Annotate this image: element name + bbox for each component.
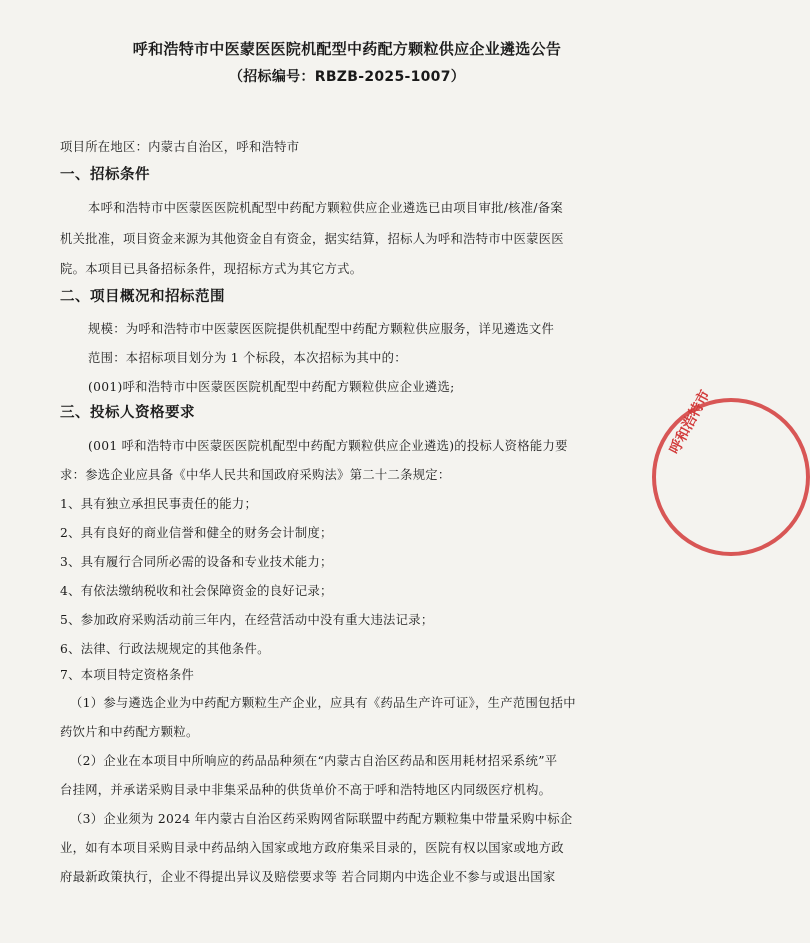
special-requirement: 业，如有本项目采购目录中药品纳入国家或地方政府集采目录的，医院有权以国家或地方政 [60,841,564,855]
section-2-line: 范围：本招标项目划分为 1 个标段，本次招标为其中的： [88,351,407,365]
special-requirement: （1）参与遴选企业为中药配方颗粒生产企业，应具有《药品生产许可证》，生产范围包括中 [70,696,576,710]
special-requirement: 台挂网，并承诺采购目录中非集采品种的供货单价不高于呼和浩特地区内同级医疗机构。 [60,783,552,797]
section-1-line: 机关批准，项目资金来源为其他资金自有资金，据实结算，招标人为呼和浩特市中医蒙医医 [60,232,564,246]
qualification-item: 6、法律、行政法规规定的其他条件。 [60,642,270,656]
section-2-line: 规模：为呼和浩特市中医蒙医医院提供机配型中药配方颗粒供应服务，详见遴选文件 [88,322,555,336]
section-2-line: (001)呼和浩特市中医蒙医医院机配型中药配方颗粒供应企业遴选; [88,380,455,394]
official-seal [652,398,810,556]
qualification-item: 1、具有独立承担民事责任的能力； [60,497,258,511]
seal-text: 呼和浩特市 [666,387,714,457]
special-requirement: 府最新政策执行，企业不得提出异议及赔偿要求等 若合同期内中选企业不参与或退出国家 [60,870,556,884]
qualification-item: 3、具有履行合同所必需的设备和专业技术能力； [60,555,333,569]
section-3-intro: (001 呼和浩特市中医蒙医医院机配型中药配方颗粒供应企业遴选)的投标人资格能力要 [88,439,568,453]
special-requirement: （2）企业在本项目中所响应的药品品种须在“内蒙古自治区药品和医用耗材招采系统”平 [70,754,558,768]
document-title: 呼和浩特市中医蒙医医院机配型中药配方颗粒供应企业遴选公告 [132,40,562,58]
project-region: 项目所在地区：内蒙古自治区，呼和浩特市 [60,140,300,154]
qualification-item: 2、具有良好的商业信誉和健全的财务会计制度； [60,526,333,540]
special-requirement: 药饮片和中药配方颗粒。 [60,725,199,739]
section-1-line: 院。本项目已具备招标条件，现招标方式为其它方式。 [60,262,363,276]
section-1-heading: 一、招标条件 [60,167,150,183]
section-3-intro: 求：参选企业应具备《中华人民共和国政府采购法》第二十二条规定： [60,468,451,482]
qualification-item: 5、参加政府采购活动前三年内，在经营活动中没有重大违法记录； [60,613,434,627]
tender-number: （招标编号：RBZB-2025-1007） [228,69,466,85]
qualification-item: 4、有依法缴纳税收和社会保障资金的良好记录； [60,584,333,598]
special-requirement: （3）企业须为 2024 年内蒙古自治区药采购网省际联盟中药配方颗粒集中带量采购中标企 [70,812,573,826]
section-2-heading: 二、项目概况和招标范围 [60,289,225,305]
qualification-item: 7、本项目特定资格条件 [60,668,195,682]
section-1-line: 本呼和浩特市中医蒙医医院机配型中药配方颗粒供应企业遴选已由项目审批/核准/备案 [88,201,563,215]
section-3-heading: 三、投标人资格要求 [60,405,195,421]
